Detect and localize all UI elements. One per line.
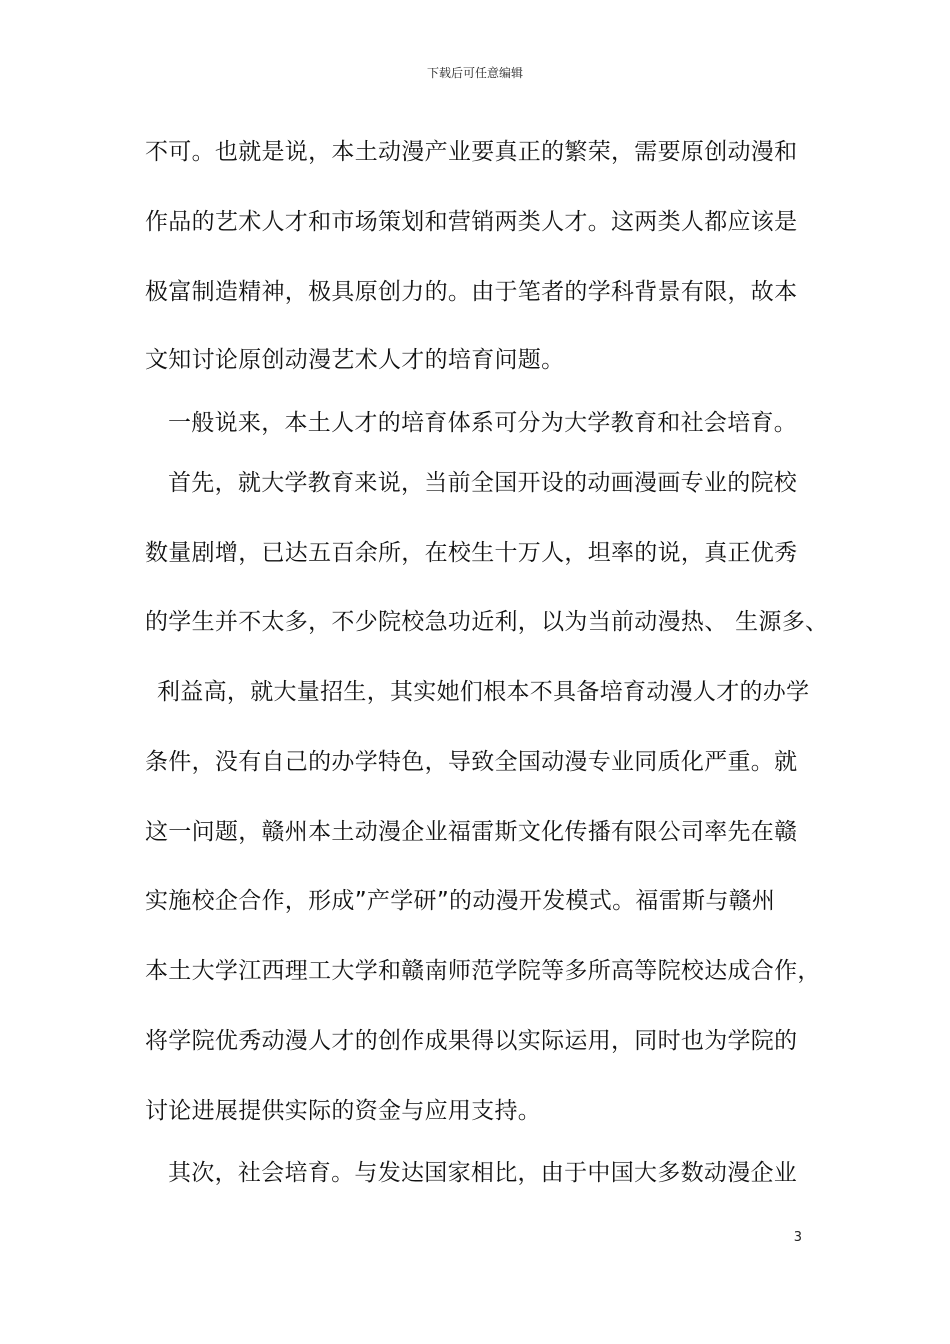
body-line: 本土大学江西理工大学和赣南师范学院等多所高等院校达成合作， xyxy=(145,958,821,984)
body-line: 讨论进展提供实际的资金与应用支持。 xyxy=(145,1098,542,1124)
body-line: 作品的艺术人才和市场策划和营销两类人才。这两类人都应该是 xyxy=(145,209,798,235)
body-line: 实施校企合作，形成”产学研”的动漫开发模式。福雷斯与赣州 xyxy=(145,888,776,914)
page-header: 下载后可任意编辑 xyxy=(426,66,523,80)
paragraph-first-line: 其次，社会培育。与发达国家相比，由于中国大多数动漫企业 xyxy=(168,1160,798,1186)
body-line: 这一问题，赣州本土动漫企业福雷斯文化传播有限公司率先在赣 xyxy=(145,819,798,845)
body-line: 利益高，就大量招生，其实她们根本不具备培育动漫人才的办学 xyxy=(157,679,810,705)
paragraph-first-line: 首先，就大学教育来说，当前全国开设的动画漫画专业的院校 xyxy=(168,470,798,496)
body-line: 的学生并不太多，不少院校急功近利，以为当前动漫热、 生源多、 xyxy=(145,609,829,635)
body-line: 数量剧增，已达五百余所，在校生十万人，坦率的说，真正优秀 xyxy=(145,540,798,566)
body-line: 文知讨论原创动漫艺术人才的培育问题。 xyxy=(145,347,565,373)
paragraph-first-line: 一般说来，本土人才的培育体系可分为大学教育和社会培育。 xyxy=(168,410,798,436)
page-number: 3 xyxy=(793,1230,802,1245)
body-line: 不可。也就是说，本土动漫产业要真正的繁荣，需要原创动漫和 xyxy=(145,139,798,165)
body-line: 将学院优秀动漫人才的创作成果得以实际运用，同时也为学院的 xyxy=(145,1028,798,1054)
body-line: 极富制造精神，极具原创力的。由于笔者的学科背景有限，故本 xyxy=(145,279,798,305)
body-line: 条件，没有自己的办学特色，导致全国动漫专业同质化严重。就 xyxy=(145,749,798,775)
